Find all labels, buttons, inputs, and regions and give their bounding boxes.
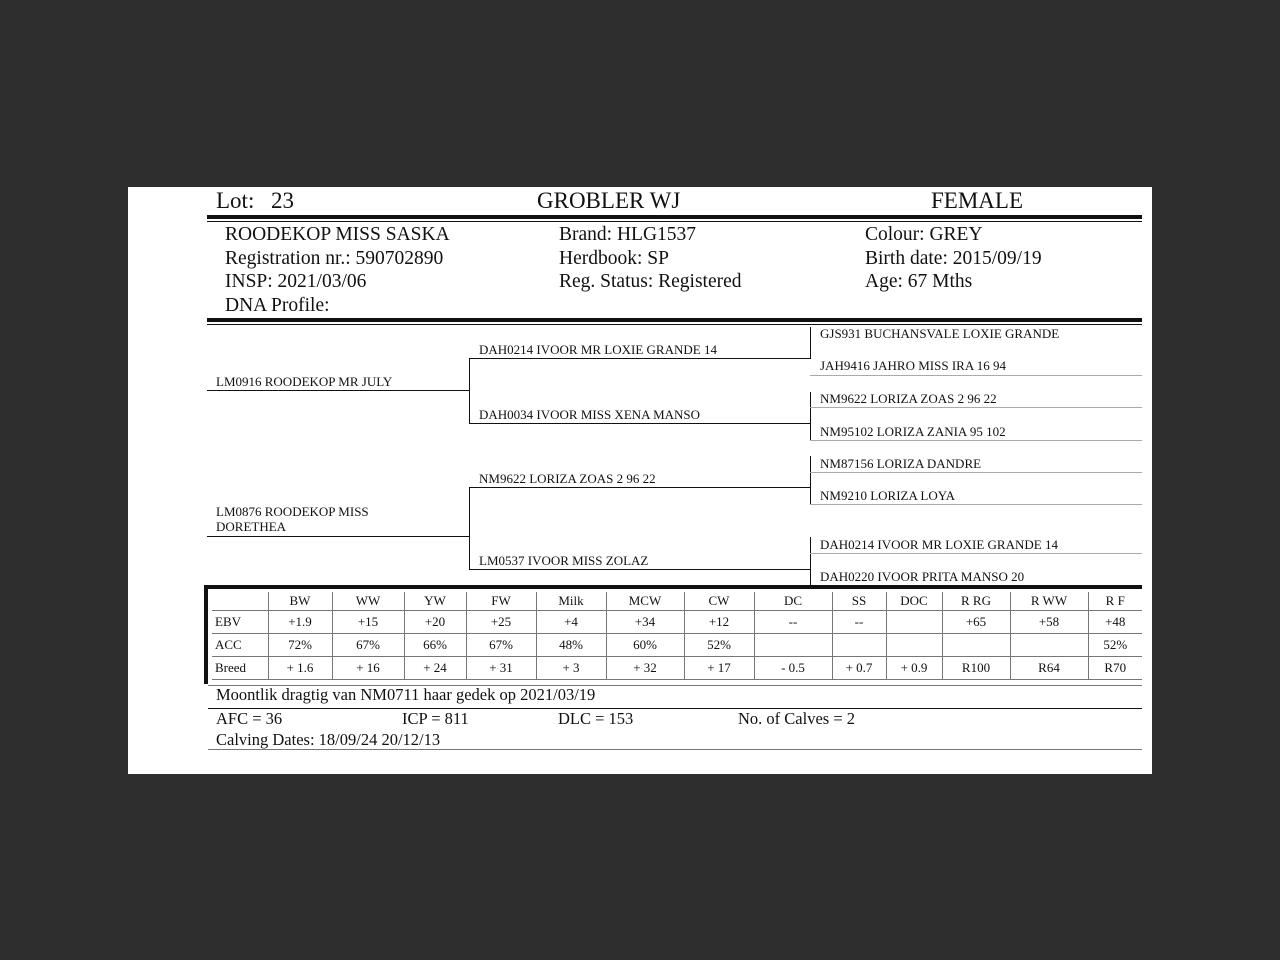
gg-line-1 — [810, 375, 1142, 376]
ebv-cell: + 31 — [466, 657, 536, 680]
ebv-cell: R64 — [1010, 657, 1088, 680]
pedigree-gg-2: JAH9416 JAHRO MISS IRA 16 94 — [820, 358, 1006, 373]
gg-line-6 — [810, 553, 1142, 554]
insp-date: INSP: 2021/03/06 — [225, 271, 367, 292]
animal-info-middle — [559, 223, 742, 294]
pedigree-gg-6: NM9210 LORIZA LOYA — [820, 488, 956, 503]
dna-profile: DNA Profile: — [225, 294, 330, 316]
pedigree-gg-1: GJS931 BUCHANSVALE LOXIE GRANDE — [820, 326, 1060, 341]
pedigree-gg-8: DAH0220 IVOOR PRITA MANSO 20 — [820, 569, 1025, 584]
pedigree-sire-sire: DAH0214 IVOOR MR LOXIE GRANDE 14 — [479, 342, 717, 357]
pedigree-gg-4: NM95102 LORIZA ZANIA 95 102 — [820, 424, 1006, 439]
gg-line-2 — [810, 407, 1142, 408]
ebv-cell: 60% — [606, 634, 684, 657]
gg-connector-1 — [810, 327, 811, 359]
age: Age: 67 Mths — [865, 271, 973, 292]
info-rule-thin — [207, 324, 1142, 325]
header-rule-thin — [207, 221, 1142, 222]
ebv-cell: -- — [832, 611, 886, 634]
sex: FEMALE — [931, 188, 1023, 213]
info-rule-thick — [207, 318, 1142, 322]
animal-info-left — [225, 223, 450, 317]
dam-dam-line — [469, 569, 811, 570]
ebv-column-header: WW — [332, 592, 404, 611]
ebv-cell: + 0.9 — [886, 657, 942, 680]
ebv-column-header — [212, 592, 268, 611]
ebv-column-header: R WW — [1010, 592, 1088, 611]
gg-line-4 — [810, 472, 1142, 473]
ebv-cell: +15 — [332, 611, 404, 634]
pedigree-dam — [216, 504, 369, 534]
ebv-cell — [754, 634, 832, 657]
sire-connector — [469, 359, 470, 423]
dlc: DLC = 153 — [558, 709, 634, 728]
lot-card — [128, 187, 1152, 774]
ebv-column-header: MCW — [606, 592, 684, 611]
ebv-cell: +1.9 — [268, 611, 332, 634]
colour: Colour: GREY — [865, 224, 983, 245]
registration-number: Registration nr.: 590702890 — [225, 247, 444, 269]
pedigree-gg-5: NM87156 LORIZA DANDRE — [820, 456, 982, 471]
ebv-cell: +34 — [606, 611, 684, 634]
ebv-row-breed — [212, 657, 1142, 680]
pregnancy-note: Moontlik dragtig van NM0711 haar gedek op 2021/03/19 — [216, 685, 596, 704]
ebv-cell: + 32 — [606, 657, 684, 680]
dam-name-line1: LM0876 ROODEKOP MISS — [216, 504, 369, 519]
ebv-column-header: CW — [684, 592, 754, 611]
ebv-column-header: Milk — [536, 592, 606, 611]
gg-line-5 — [810, 504, 1142, 505]
reg-status: Reg. Status: Registered — [559, 271, 742, 292]
ebv-column-header: DC — [754, 592, 832, 611]
pedigree-gg-7: DAH0214 IVOOR MR LOXIE GRANDE 14 — [820, 537, 1058, 552]
ebv-cell: +25 — [466, 611, 536, 634]
ebv-cell: +12 — [684, 611, 754, 634]
ebv-table — [212, 592, 1142, 680]
dam-sire-line — [469, 487, 811, 488]
ebv-cell — [886, 611, 942, 634]
ebv-cell: 72% — [268, 634, 332, 657]
ebv-cell: 48% — [536, 634, 606, 657]
number-of-calves: No. of Calves = 2 — [738, 709, 855, 728]
pedigree-dam-dam: LM0537 IVOOR MISS ZOLAZ — [479, 553, 649, 568]
ebv-cell — [886, 634, 942, 657]
ebv-left-border — [204, 587, 208, 684]
ebv-column-header: BW — [268, 592, 332, 611]
dam-name-line2: DORETHEA — [216, 519, 287, 534]
ebv-cell: EBV — [212, 611, 268, 634]
ebv-cell: ACC — [212, 634, 268, 657]
sire-sire-line — [469, 358, 811, 359]
ebv-cell: -- — [754, 611, 832, 634]
ebv-cell: +4 — [536, 611, 606, 634]
header-rule-thick — [207, 215, 1142, 219]
herdbook: Herdbook: SP — [559, 247, 669, 269]
ebv-cell: Breed — [212, 657, 268, 680]
dam-line — [207, 536, 470, 537]
pedigree-gg-3: NM9622 LORIZA ZOAS 2 96 22 — [820, 391, 997, 406]
icp: ICP = 811 — [402, 709, 469, 728]
ebv-cell: +65 — [942, 611, 1010, 634]
gg-line-3 — [810, 440, 1142, 441]
ebv-cell — [942, 634, 1010, 657]
ebv-cell — [832, 634, 886, 657]
birth-date: Birth date: 2015/09/19 — [865, 247, 1042, 269]
ebv-cell — [1010, 634, 1088, 657]
ebv-cell: R100 — [942, 657, 1010, 680]
sire-line — [207, 390, 470, 391]
ebv-column-header: FW — [466, 592, 536, 611]
ebv-cell: + 1.6 — [268, 657, 332, 680]
ebv-column-header: SS — [832, 592, 886, 611]
animal-name: ROODEKOP MISS SASKA — [225, 224, 450, 245]
ebv-header-row — [212, 592, 1142, 611]
pedigree-dam-sire: NM9622 LORIZA ZOAS 2 96 22 — [479, 471, 656, 486]
lot-number: 23 — [271, 188, 294, 213]
ebv-cell: + 17 — [684, 657, 754, 680]
calving-dates: Calving Dates: 18/09/24 20/12/13 — [216, 730, 441, 749]
pedigree-sire-dam: DAH0034 IVOOR MISS XENA MANSO — [479, 407, 701, 422]
animal-info-right — [865, 223, 1042, 294]
ebv-column-header: R F — [1088, 592, 1142, 611]
ebv-cell: - 0.5 — [754, 657, 832, 680]
sire-dam-line — [469, 423, 811, 424]
ebv-column-header: YW — [404, 592, 466, 611]
ebv-cell: + 16 — [332, 657, 404, 680]
lot-label: Lot: — [216, 188, 255, 213]
ebv-cell: + 3 — [536, 657, 606, 680]
ebv-cell: +48 — [1088, 611, 1142, 634]
ebv-cell: 67% — [332, 634, 404, 657]
ebv-column-header: R RG — [942, 592, 1010, 611]
ebv-rule-thick — [204, 585, 1142, 589]
ebv-column-header: DOC — [886, 592, 942, 611]
seller-name: GROBLER WJ — [537, 188, 681, 213]
note-bottom-rule — [208, 708, 1142, 709]
ebv-cell: 52% — [684, 634, 754, 657]
ebv-cell: R70 — [1088, 657, 1142, 680]
ebv-cell: 52% — [1088, 634, 1142, 657]
gg-connector-3 — [810, 456, 811, 504]
pedigree-sire: LM0916 ROODEKOP MR JULY — [216, 374, 393, 389]
ebv-cell: 67% — [466, 634, 536, 657]
ebv-cell: + 24 — [404, 657, 466, 680]
afc: AFC = 36 — [216, 709, 283, 728]
ebv-cell: +58 — [1010, 611, 1088, 634]
gg-connector-4 — [810, 537, 811, 585]
gg-connector-2 — [810, 392, 811, 440]
brand: Brand: HLG1537 — [559, 224, 697, 245]
ebv-cell: 66% — [404, 634, 466, 657]
ebv-cell: +20 — [404, 611, 466, 634]
ebv-row-acc — [212, 634, 1142, 657]
ebv-cell: + 0.7 — [832, 657, 886, 680]
footer-bottom-rule — [208, 749, 1142, 750]
ebv-row-ebv — [212, 611, 1142, 634]
dam-connector — [469, 488, 470, 569]
